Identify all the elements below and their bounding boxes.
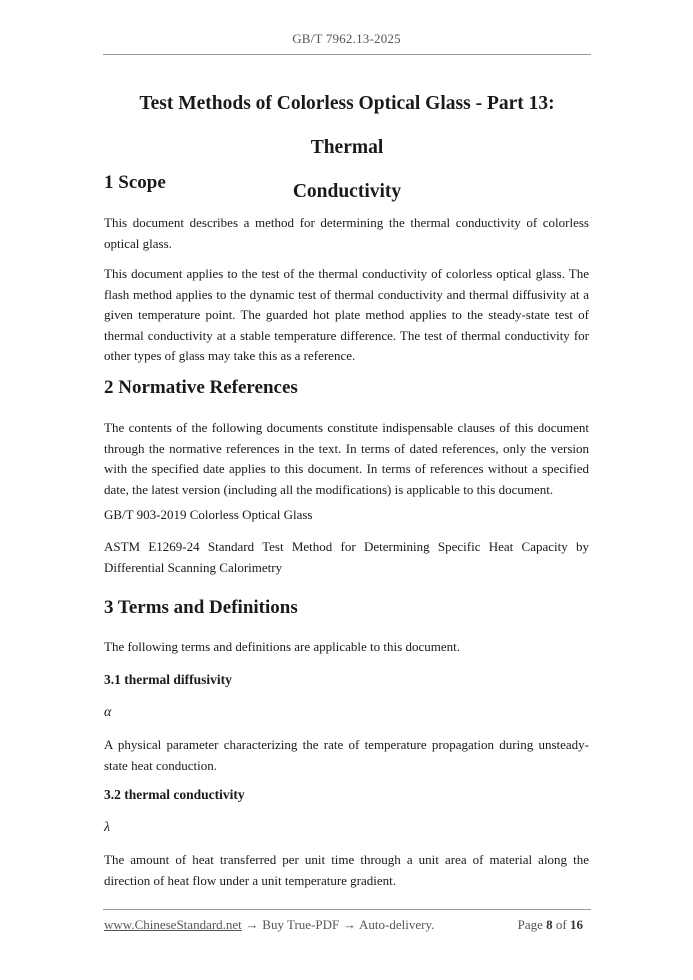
term-1-definition: A physical parameter characterizing the rate of temperature propagation during unsteady-state heat conduction. [104,737,589,773]
term-2-symbol-wrap [104,819,589,837]
page-label: Page [517,917,543,932]
scope-heading: 1 Scope [104,172,166,193]
scope-paragraph-1-wrap [104,213,589,254]
scope-paragraph-2: This document applies to the test of the thermal conductivity of colorless optical glass. The flash method applies to the dynamic test of thermal conductivity and thermal diffusivity at a given temperature point. The guarded hot plate method applies to the steady-state test of thermal conductivity at a stable temperature difference. The test of thermal conductivity for other types of glass may take this as a reference. [104,266,589,363]
term-2-definition: The amount of heat transferred per unit time through a unit area of material along the direction of heat flow under a unit temperature gradient. [104,852,589,888]
buy-pdf-text: Buy True-PDF [262,917,340,932]
footer-rule [103,909,591,910]
normative-paragraph: The contents of the following documents constitute indispensable clauses of this document through the normative references in the text. In terms of dated references, only the version with the specified date applies to this document. In terms of references without a specified date, the latest version (including all the modifications) is applicable to this document. [104,420,589,497]
title-line-1: Test Methods of Colorless Optical Glass - Part 13: Thermal [139,93,555,158]
normative-heading: 2 Normative References [104,377,298,398]
normative-ref-2: ASTM E1269-24 Standard Test Method for Determining Specific Heat Capacity by Differential Scanning Calorimetry [104,539,589,575]
term-1-heading-wrap [104,671,589,689]
normative-ref-1-wrap [104,505,589,526]
term-2-definition-wrap [104,850,589,891]
scope-paragraph-1: This document describes a method for determining the thermal conductivity of colorless optical glass. [104,215,589,251]
term-1-symbol-wrap [104,704,589,722]
section-normative-heading [104,376,589,400]
terms-intro-wrap [104,637,589,658]
page-of: of [555,917,567,932]
auto-delivery-text: Auto-delivery. [359,917,435,932]
term-1-definition-wrap [104,735,589,776]
normative-ref-1: GB/T 903-2019 Colorless Optical Glass [104,507,313,522]
term-2-symbol: λ [104,820,111,835]
website-link[interactable]: www.ChineseStandard.net [104,917,242,932]
terms-intro: The following terms and definitions are applicable to this document. [104,639,460,654]
page-footer [104,917,589,933]
term-1-symbol: α [104,705,112,720]
section-terms-heading [104,596,589,620]
arrow-right-icon: → [245,917,259,932]
running-header: GB/T 7962.13-2025 [292,31,401,46]
normative-ref-2-wrap [104,537,589,578]
page-current: 8 [546,917,553,932]
arrow-right-icon: → [343,917,356,932]
term-2-heading-wrap [104,786,589,804]
section-scope-heading [104,171,589,195]
normative-paragraph-wrap [104,418,589,500]
term-1-heading: 3.1 thermal diffusivity [104,672,232,687]
page-total: 16 [570,917,583,932]
title-line-2: Conductivity [292,181,402,202]
term-2-heading: 3.2 thermal conductivity [104,787,245,802]
header-rule [103,54,591,55]
scope-paragraph-2-wrap [104,264,589,367]
terms-heading: 3 Terms and Definitions [104,597,298,618]
page-indicator [518,917,583,933]
